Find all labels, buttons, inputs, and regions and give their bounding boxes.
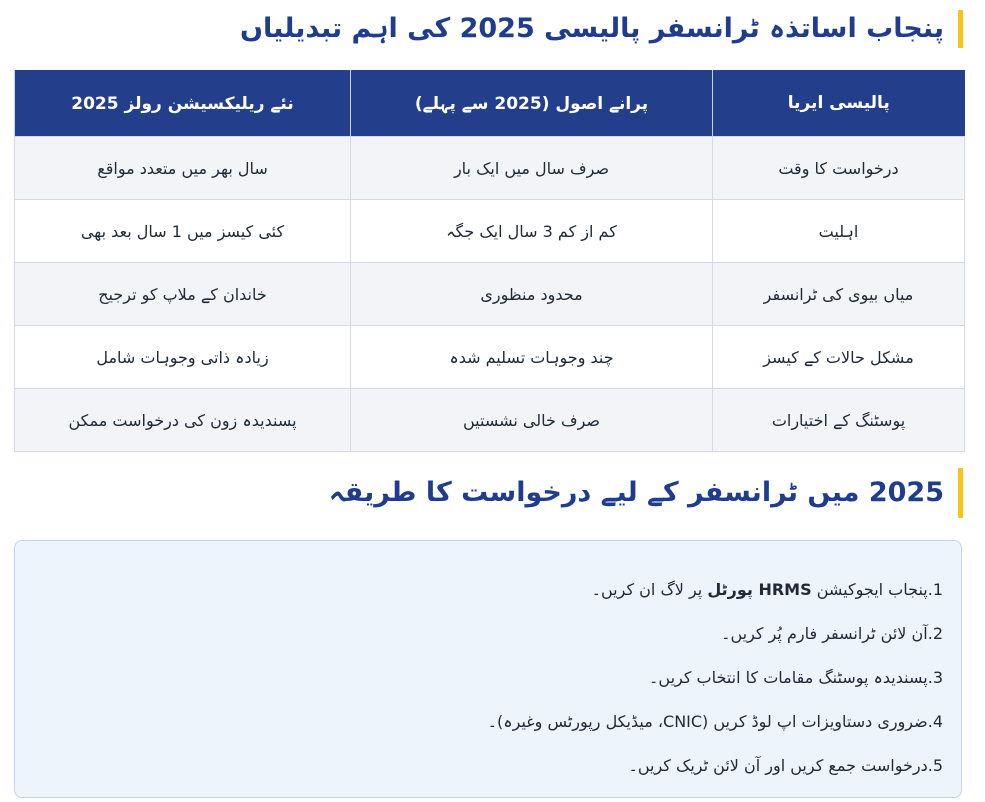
application-steps-box: [14, 540, 962, 798]
cell-new: خاندان کے ملاپ کو ترجیح: [15, 263, 351, 326]
list-item: [488, 700, 943, 744]
cell-new: پسندیدہ زون کی درخواست ممکن: [15, 389, 351, 452]
cell-new: زیادہ ذاتی وجوہات شامل: [15, 326, 351, 389]
cell-old: چند وجوہات تسلیم شدہ: [351, 326, 713, 389]
step-text: درخواست جمع کریں اور آن لائن ٹریک کریں۔: [628, 756, 928, 775]
cell-new: کئی کیسز میں 1 سال بعد بھی: [15, 200, 351, 263]
table-row: [15, 137, 965, 200]
table-row: [15, 389, 965, 452]
policy-changes-heading: [240, 10, 963, 48]
list-item: [488, 744, 943, 788]
step-number: 1.: [927, 580, 943, 599]
cell-area: میاں بیوی کی ٹرانسفر: [713, 263, 965, 326]
step-text: ضروری دستاویزات اپ لوڈ کریں (CNIC، میڈیکل رپورٹس وغیرہ)۔: [487, 712, 928, 731]
application-method-title: 2025 میں ٹرانسفر کے لیے درخواست کا طریقہ: [328, 477, 944, 509]
list-item: [488, 612, 943, 656]
cell-old: صرف خالی نشستیں: [351, 389, 713, 452]
header-old-rules: پرانے اصول (2025 سے پہلے): [351, 70, 713, 137]
application-method-heading: [329, 468, 963, 518]
policy-comparison-table: [14, 70, 965, 452]
step-text-end: پر لاگ ان کریں۔: [591, 580, 708, 599]
list-item: [488, 656, 943, 700]
step-number: 3.: [927, 668, 943, 687]
step-text: پنجاب ایجوکیشن: [811, 580, 928, 599]
list-item: [488, 568, 943, 612]
header-policy-area: پالیسی ایریا: [713, 70, 965, 137]
table-row: [15, 200, 965, 263]
step-number: 4.: [927, 712, 943, 731]
cell-new: سال بھر میں متعدد مواقع: [15, 137, 351, 200]
application-steps-list: [488, 568, 943, 788]
cell-area: پوسٹنگ کے اختیارات: [713, 389, 965, 452]
step-number: 5.: [927, 756, 943, 775]
header-new-rules: نئے ریلیکسیشن رولز 2025: [15, 70, 351, 137]
table-row: [15, 326, 965, 389]
step-text: آن لائن ٹرانسفر فارم پُر کریں۔: [721, 624, 928, 643]
cell-area: مشکل حالات کے کیسز: [713, 326, 965, 389]
cell-area: اہلیت: [713, 200, 965, 263]
table-header-row: [15, 70, 965, 137]
cell-old: صرف سال میں ایک بار: [351, 137, 713, 200]
step-number: 2.: [927, 624, 943, 643]
cell-old: کم از کم 3 سال ایک جگہ: [351, 200, 713, 263]
cell-area: درخواست کا وقت: [713, 137, 965, 200]
step-text: پسندیدہ پوسٹنگ مقامات کا انتخاب کریں۔: [649, 668, 928, 687]
cell-old: محدود منظوری: [351, 263, 713, 326]
policy-changes-title: پنجاب اساتذہ ٹرانسفر پالیسی 2025 کی اہم تبدیلیاں: [240, 13, 944, 45]
table-row: [15, 263, 965, 326]
step-bold-text: HRMS پورٹل: [707, 580, 812, 599]
